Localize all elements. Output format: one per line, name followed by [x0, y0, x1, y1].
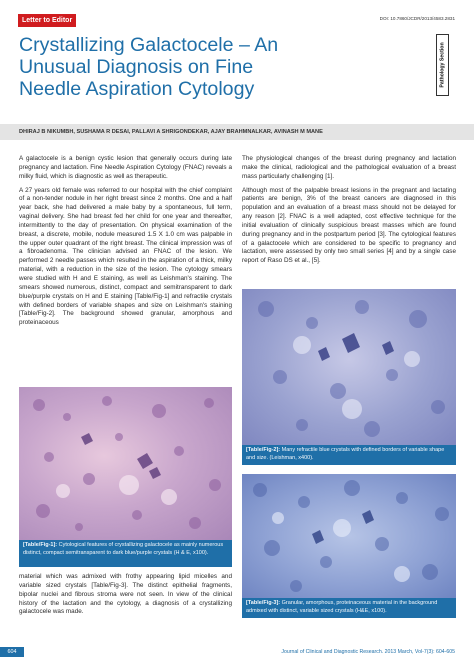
left-column: [19, 155, 232, 333]
journal-citation: Journal of Clinical and Diagnostic Research. 2013 March, Vol-7(3): 604-605: [281, 649, 455, 655]
section-label: Pathology Section: [439, 42, 446, 88]
paragraph: The physiological changes of the breast during pregnancy and lactation make the clinical, radiological and the pathological evaluation of a breast mass particularly challenging [1].: [242, 155, 456, 180]
left-column-continued: [19, 573, 232, 622]
doi-text: DOI: 10.7860/JCDR/2013/4583.2831: [379, 16, 455, 21]
figure-3-caption: [242, 598, 456, 618]
right-column: [242, 155, 456, 271]
title-line: Needle Aspiration Cytology: [19, 78, 255, 100]
section-label-box: [436, 34, 449, 96]
author-list: DHIRAJ B NIKUMBH, SUSHAMA R DESAI, PALLAVI A SHRIGONDEKAR, AJAY BRAHMNALKAR, AVINASH M MANE: [19, 128, 323, 135]
title-line: Crystallizing Galactocele – An: [19, 34, 279, 56]
paragraph: Although most of the palpable breast lesions in the pregnant and lactating patients are benign, 3% of the breast cancers are diagnosed in this population and an evaluation of a breast mass should not be delayed for any reason [2]. FNAC is a well adapted, cost effective technique for the initial evaluation of clinically suspicious breast masses which are found during pregnancy and in the postpartum period [3]. The cytological features of a galactocele which are considered to be specific to pregnancy and lactation, were assessed by only two small series [4] and by a single case report of Raso DS et al., [5].: [242, 186, 456, 265]
figure-1-micrograph: [19, 387, 232, 540]
paragraph: material which was admixed with frothy appearing lipid micelles and variable sized crystals [Table/Fig-3]. The distinct epithelial fragments, bipolar nuclei and fibrous stroma were not seen. In view of the clinical history of the lactation and the cytology, a diagnosis of a crystallizing galactocele was made.: [19, 573, 232, 616]
figure-2-micrograph: [242, 289, 456, 445]
caption-text: Many refractile blue crystals with defined borders of variable shape and size. (Leishman, x400).: [246, 447, 445, 461]
article-title: [19, 34, 429, 100]
figure-label: [Table/Fig-2]:: [246, 447, 281, 453]
paragraph: A 27 years old female was referred to our hospital with the chief complaint of a non-tender nodule in her right breast since 2 months. One and a half year back, she had delivered a male baby by a spontaneous, full term, vaginal delivery. She had breast fed her child for one year and thereafter, intermittently to the day of presentation. On physical examination of the breast, a discrete, mobile, nodule measured 1.5 X 1.0 cm was palpable in the upper outer quadrant of the right breast. The clinical impression was of a fibroadenoma. The clinician advised an FNAC of the lesion. We performed 2 needle passes which resulted in the aspiration of a thick, milky material, with a reduction in the size of the lesion. The cytology smears were studied with H and E staining, as well as Leishman's staining. The smears showed numerous, distinct, compact and semitransparent to dark blue/purple crystals on H and E staining [Table/Fig-1] and refractile crystals with defined borders of variable shapes and size on Leishman's staining [Table/Fig-2]. The background showed granular, amorphous and proteinaceous: [19, 186, 232, 327]
figure-label: [Table/Fig-1]:: [23, 542, 58, 548]
caption-text: Cytological features of crystallizing galactocele as mainly numerous distinct, compact semitransparent to dark blue/purple crystals (H & E, x100).: [23, 542, 224, 556]
letter-to-editor-tag: Letter to Editor: [18, 14, 76, 27]
caption-text: Granular, amorphous, proteinaceous material in the background admixed with distinct, variable sized crystals (H&E, x100).: [246, 600, 438, 614]
title-line: Unusual Diagnosis on Fine: [19, 56, 254, 78]
paragraph: A galactocele is a benign cystic lesion that generally occurs during late pregnancy and lactation. Fine Needle Aspiration Cytology (FNAC) reveals a milky fluid, which is diagnostic as well as therapeutic.: [19, 155, 232, 180]
figure-3-micrograph: [242, 474, 456, 598]
figure-1-caption: [19, 540, 232, 567]
figure-label: [Table/Fig-3]:: [246, 600, 281, 606]
figure-2-caption: [242, 445, 456, 465]
page-number: 604: [0, 647, 24, 657]
